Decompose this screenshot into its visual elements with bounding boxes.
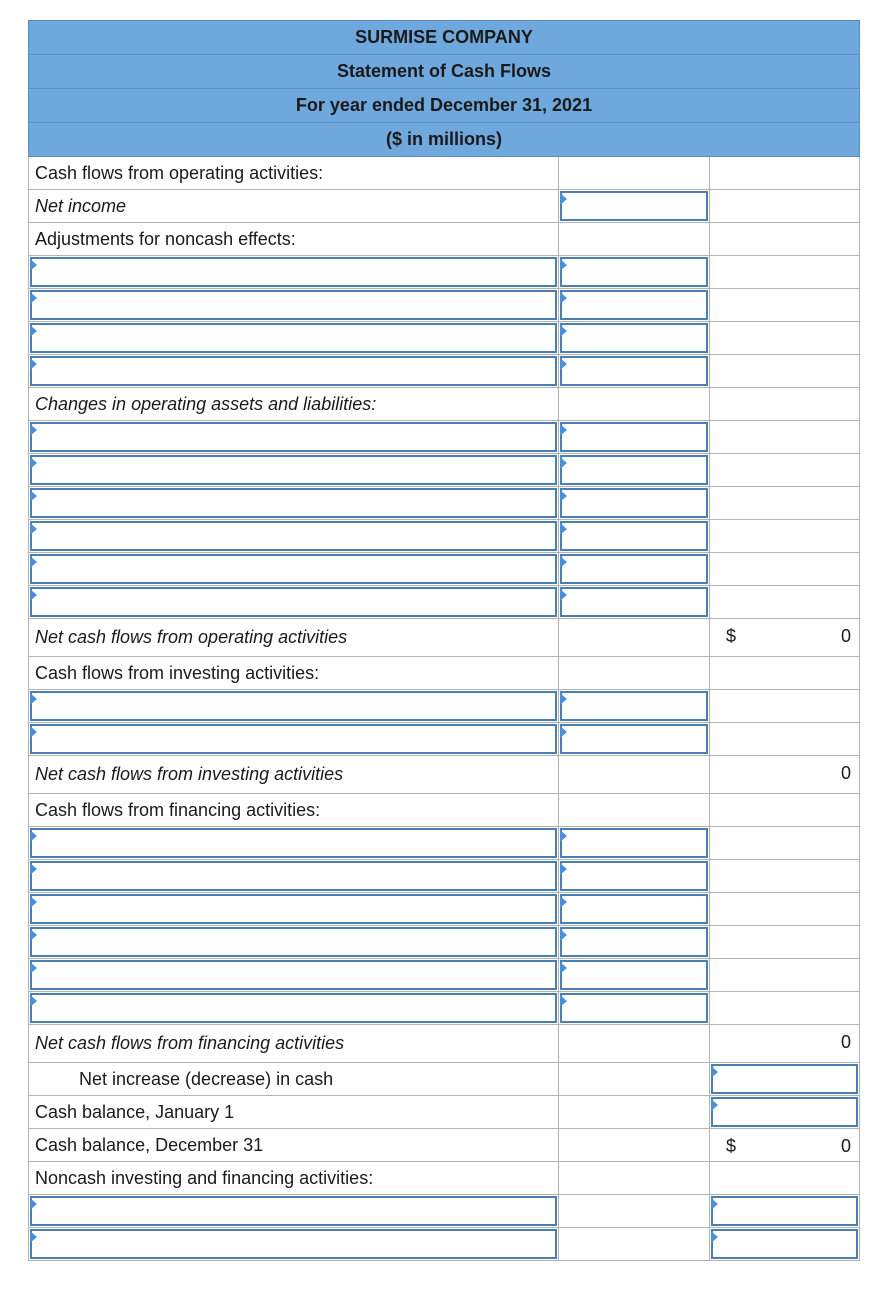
input-marker-icon	[30, 556, 37, 568]
input-marker-icon	[560, 863, 567, 875]
cash-dec31-value: 0	[840, 1136, 851, 1156]
input-marker-icon	[560, 424, 567, 436]
input-marker-icon	[711, 1198, 718, 1210]
adjustment-amount-input[interactable]	[560, 290, 708, 320]
input-marker-icon	[560, 830, 567, 842]
currency-symbol: $	[726, 1136, 737, 1156]
input-marker-icon	[30, 424, 37, 436]
change-amount-input[interactable]	[560, 587, 708, 617]
change-row	[29, 586, 860, 619]
cash-jan1-input[interactable]	[711, 1097, 858, 1127]
financing-label-input[interactable]	[30, 927, 557, 957]
net-investing-value: 0	[840, 763, 851, 783]
adjustment-row	[29, 322, 860, 355]
financing-amount-input[interactable]	[560, 894, 708, 924]
adjustment-amount-input[interactable]	[560, 323, 708, 353]
financing-amount-input[interactable]	[560, 960, 708, 990]
input-marker-icon	[30, 292, 37, 304]
input-marker-icon	[30, 1198, 37, 1210]
net-financing-value: 0	[840, 1032, 851, 1052]
change-row	[29, 487, 860, 520]
input-marker-icon	[560, 896, 567, 908]
net-financing-label: Net cash flows from financing activities	[29, 1025, 559, 1063]
change-row	[29, 454, 860, 487]
financing-label-input[interactable]	[30, 894, 557, 924]
input-marker-icon	[560, 523, 567, 535]
noncash-label-input[interactable]	[30, 1229, 557, 1259]
net-income-input[interactable]	[560, 191, 708, 221]
input-marker-icon	[30, 962, 37, 974]
changes-heading: Changes in operating assets and liabilities:	[29, 388, 559, 421]
investing-row	[29, 690, 860, 723]
input-marker-icon	[30, 929, 37, 941]
financing-label-input[interactable]	[30, 861, 557, 891]
company-name: SURMISE COMPANY	[29, 21, 860, 55]
input-marker-icon	[560, 929, 567, 941]
financing-amount-input[interactable]	[560, 861, 708, 891]
input-marker-icon	[560, 292, 567, 304]
adjustment-label-input[interactable]	[30, 257, 557, 287]
input-marker-icon	[711, 1066, 718, 1078]
net-operating-label: Net cash flows from operating activities	[29, 619, 559, 657]
input-marker-icon	[30, 1231, 37, 1243]
statement-title: Statement of Cash Flows	[29, 55, 860, 89]
input-marker-icon	[560, 259, 567, 271]
noncash-amount-input[interactable]	[711, 1229, 858, 1259]
change-label-input[interactable]	[30, 554, 557, 584]
input-marker-icon	[30, 863, 37, 875]
adjustments-heading: Adjustments for noncash effects:	[29, 223, 559, 256]
change-label-input[interactable]	[30, 455, 557, 485]
input-marker-icon	[30, 896, 37, 908]
adjustment-amount-input[interactable]	[560, 356, 708, 386]
net-increase-input[interactable]	[711, 1064, 858, 1094]
input-marker-icon	[30, 457, 37, 469]
input-marker-icon	[30, 693, 37, 705]
cash-flow-statement	[28, 20, 859, 1261]
change-amount-input[interactable]	[560, 554, 708, 584]
net-operating-value: 0	[840, 626, 851, 646]
input-marker-icon	[560, 962, 567, 974]
statement-table	[28, 20, 860, 1261]
input-marker-icon	[30, 325, 37, 337]
statement-units: ($ in millions)	[29, 123, 860, 157]
operating-heading: Cash flows from operating activities:	[29, 157, 559, 190]
financing-heading: Cash flows from financing activities:	[29, 794, 559, 827]
investing-amount-input[interactable]	[560, 724, 708, 754]
financing-row	[29, 926, 860, 959]
financing-amount-input[interactable]	[560, 927, 708, 957]
financing-row	[29, 860, 860, 893]
financing-label-input[interactable]	[30, 828, 557, 858]
input-marker-icon	[560, 490, 567, 502]
cash-dec31-label: Cash balance, December 31	[29, 1129, 559, 1162]
input-marker-icon	[560, 589, 567, 601]
adjustment-amount-input[interactable]	[560, 257, 708, 287]
input-marker-icon	[560, 556, 567, 568]
adjustment-row	[29, 289, 860, 322]
currency-symbol: $	[726, 626, 737, 646]
change-amount-input[interactable]	[560, 455, 708, 485]
input-marker-icon	[560, 358, 567, 370]
input-marker-icon	[30, 830, 37, 842]
financing-label-input[interactable]	[30, 993, 557, 1023]
change-label-input[interactable]	[30, 422, 557, 452]
adjustment-label-input[interactable]	[30, 356, 557, 386]
change-amount-input[interactable]	[560, 422, 708, 452]
input-marker-icon	[30, 490, 37, 502]
financing-row	[29, 959, 860, 992]
cash-jan1-label: Cash balance, January 1	[29, 1096, 559, 1129]
net-increase-label: Net increase (decrease) in cash	[29, 1063, 559, 1096]
input-marker-icon	[560, 693, 567, 705]
input-marker-icon	[30, 523, 37, 535]
input-marker-icon	[560, 457, 567, 469]
financing-amount-input[interactable]	[560, 828, 708, 858]
input-marker-icon	[30, 259, 37, 271]
investing-label-input[interactable]	[30, 691, 557, 721]
change-amount-input[interactable]	[560, 521, 708, 551]
input-marker-icon	[560, 995, 567, 1007]
adjustment-label-input[interactable]	[30, 290, 557, 320]
noncash-amount-input[interactable]	[711, 1196, 858, 1226]
input-marker-icon	[30, 358, 37, 370]
change-label-input[interactable]	[30, 587, 557, 617]
financing-row	[29, 992, 860, 1025]
adjustment-row	[29, 355, 860, 388]
noncash-label-input[interactable]	[30, 1196, 557, 1226]
financing-label-input[interactable]	[30, 960, 557, 990]
investing-amount-input[interactable]	[560, 691, 708, 721]
input-marker-icon	[30, 726, 37, 738]
input-marker-icon	[711, 1231, 718, 1243]
investing-label-input[interactable]	[30, 724, 557, 754]
noncash-heading: Noncash investing and financing activities:	[29, 1162, 559, 1195]
input-marker-icon	[30, 995, 37, 1007]
financing-row	[29, 827, 860, 860]
adjustment-row	[29, 256, 860, 289]
input-marker-icon	[560, 193, 567, 205]
change-label-input[interactable]	[30, 521, 557, 551]
change-label-input[interactable]	[30, 488, 557, 518]
financing-row	[29, 893, 860, 926]
change-row	[29, 421, 860, 454]
input-marker-icon	[560, 726, 567, 738]
investing-heading: Cash flows from investing activities:	[29, 657, 559, 690]
input-marker-icon	[560, 325, 567, 337]
investing-row	[29, 723, 860, 756]
adjustment-label-input[interactable]	[30, 323, 557, 353]
input-marker-icon	[30, 589, 37, 601]
change-row	[29, 553, 860, 586]
noncash-row	[29, 1228, 860, 1261]
change-row	[29, 520, 860, 553]
noncash-row	[29, 1195, 860, 1228]
statement-period: For year ended December 31, 2021	[29, 89, 860, 123]
net-investing-label: Net cash flows from investing activities	[29, 756, 559, 794]
change-amount-input[interactable]	[560, 488, 708, 518]
net-income-label: Net income	[29, 190, 559, 223]
input-marker-icon	[711, 1099, 718, 1111]
financing-amount-input[interactable]	[560, 993, 708, 1023]
